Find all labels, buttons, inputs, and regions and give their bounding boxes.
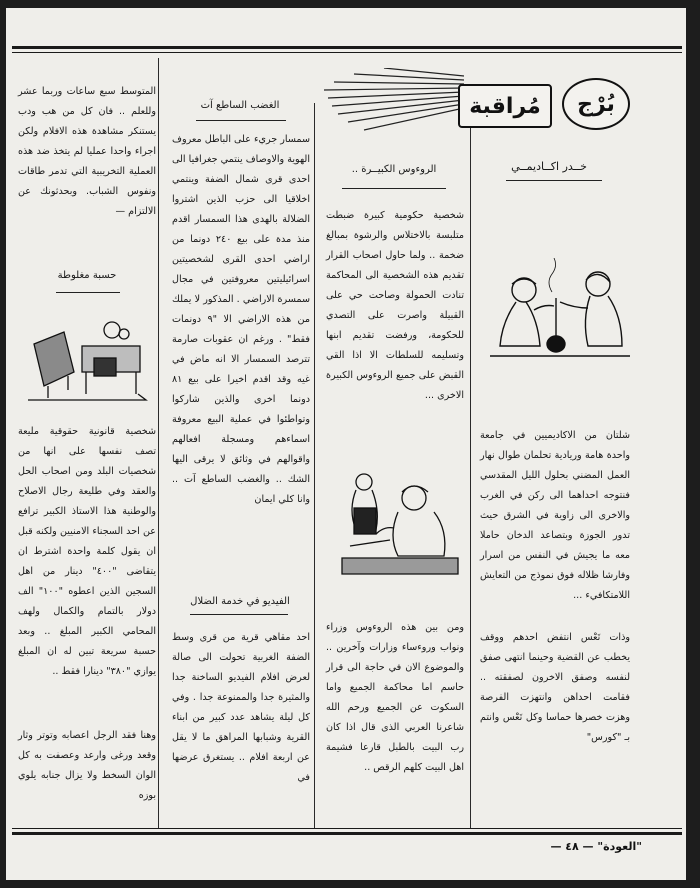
logo-muraqaba-text: مُراقبة	[469, 93, 541, 119]
col3-paragraph-2: احد مقاهي قرية من قرى وسط الضفة الغربية تحولت الى صالة لعرض افلام الفيديو الساخنة جدا والمثيرة جدا والممنوعة جدا . وفي كل ليلة يشاهد عدد كبير من ابناء القرية وشبابها المراهق ما لا يقل عن اربعة افلام .. يستغرق عرضها في	[172, 632, 310, 783]
col2-title-underline	[342, 188, 446, 189]
col2-paragraph-1: شخصية حكومية كبيرة ضبطت متلبسة بالاختلاس والرشوة بمبالغ ضخمة .. ولما حاول اصحاب القرار تقديم هذه الشخصية الى المحاكمة تنادت الحمولة وصاحت حي على القبيلة واصرت على التصدي للحكومة، ورفضت تقديم ابنها وتسليمه للسلطات الا اذا القي القبض على جميع الروءوس الكبيرة الاخرى ...	[326, 210, 464, 401]
col2-text-top	[326, 206, 464, 406]
column-divider	[470, 103, 471, 828]
top-rule-thin	[12, 52, 682, 53]
col3-title-2-underline	[190, 614, 288, 615]
col4-paragraph-0: المتوسط سبع ساعات وربما عشر وللعلم .. فان كل من هب ودب يستنكر مشاهدة هذه الافلام ولكن اجراء واحدا عمليا لم يتخذ ضد هذه العملية التخريبية التي تدمر طاقات ونفوس الشباب. وبحدثونك عن الالتزام —	[18, 86, 156, 217]
col4-title-underline	[56, 292, 120, 293]
col1-paragraph-2: وذات تَعْس انتفض احدهم ووقف يخطب عن القضية وحينما انتهى صفق لنفسه وصفق الاخرون لصفقته .. فقامت احداهن وانتهزت الفرصة وهزت خصرها حماسا وكل تَعْس وانتم بـ "كورس"	[480, 632, 630, 743]
col3-text-top	[172, 130, 310, 510]
col1-paragraph-1: شلتان من الاكاديميين في جامعة واحدة هامة وريادية تحلمان طوال نهار العمل المضني بحلول الليل المقدسي فنتوجه احداهما الى ركن في الغرب والاخرى الى زاوية في الشرق حيث تدور الجوزة وبتصاعد الدخان حاملا معه ما يجيش في النفس من اسرار وفارشا ظلاله فوق نموذج من التعايش اللامتكافيء ...	[480, 430, 630, 601]
col3-text-bottom	[172, 628, 310, 788]
cartoon-lawyer-office	[24, 314, 150, 408]
col3-title-2: الفيديو في خدمة الضلال	[190, 596, 290, 607]
col3-title-underline	[196, 120, 286, 121]
col4-paragraph-1: شخصية قانونية حقوقية مليعة تصف نفسها على انها من شخصيات البلد ومن اصحاب الحل والعقد وفي طليعة رجال الاصلاح والوطنية هذا الاستاذ الكبير ترافع عن احد السجناء الامنيين ولكنه قبل ان يقول كلمة واحدة اشترط ان يتقاضى "٤٠٠" دينار من اهل السجين الذين اعطوه "١٠٠" الف دولار بالتمام والكمال ولهف المحامي الكبير المبلغ .. وبعد حسبة سريعة تبين له ان المبلغ يوازي "٣٨٠" دينارا فقط ..	[18, 426, 156, 677]
logo-burj-text: بُرْج	[577, 91, 615, 117]
bottom-rule-thin	[12, 828, 682, 829]
logo-muraqaba	[458, 84, 552, 128]
col3-title: الغضب الساطع آت	[200, 100, 280, 111]
col4-text-bottom	[18, 726, 156, 806]
col4-title: حسبة مغلوطة	[57, 270, 117, 281]
cartoon-academics-hookah	[490, 258, 630, 368]
cartoon-official-desk	[336, 468, 462, 580]
magazine-page	[6, 8, 686, 880]
sunburst-graphic	[324, 68, 464, 138]
col3-paragraph-1: سمسار جريء على الباطل معروف الهوية والاوصاف ينتمي جغرافيا الى احدى قرى شمال الضفة وينتمي اخلاقيا الى حزب الذين اشتروا الضلالة بالهدى هذا السمسار اقدم منذ مدة على بيع ٢٤٠ دونما من اراضي احدى القرى لشخصيتين اسرائيليتين معروفتين في مجال سمسرة الاراضي . المذكور لا يملك من هذه الاراضي الا "٩ دونمات فقط" . ورغم ان عقوبات صارمة تترصد السمسار الا انه ماض في غيه وقد اقدم اخيرا على بيع ٨١ دونما اخرى والذين شاركوا وتواطئوا في عملية البيع معروفة اسماءهم ومسجلة افعالهم واقوالهم في وثائق لا يرقى اليها الشك .. والغضب الساطع آت .. وانا كلي ايمان	[172, 134, 310, 505]
column-divider	[314, 103, 315, 828]
top-rule	[12, 46, 682, 49]
column-divider	[158, 58, 159, 828]
logo-burj	[562, 78, 630, 130]
col4-text-middle	[18, 422, 156, 682]
col2-text-bottom	[326, 618, 464, 778]
page-footer: "العودة" — ٤٨ —	[550, 840, 642, 853]
col4-paragraph-2: وهنا فقد الرجل اعصابه وتوتر وثار وقعد ورغى وارعد وعصفت به كل الوان السخط ولا يزال جنابه يلوي بوزه	[18, 730, 156, 801]
col4-text-top	[18, 82, 156, 222]
col2-paragraph-2: ومن بين هذه الروءوس وزراء ونواب وروءساء وزارات وآخرين .. والموضوع الان في حاجة الى قرار حاسم اما محاكمة الجميع واما السكوت عن الجميع ورحم الله شاعرنا العربي الذى قال اذا كان رب البيت بالطبل قارعا فشيمة اهل البيت كلهم الرقص ..	[326, 622, 464, 773]
col1-title: خــدر اكــاديمــي	[511, 160, 587, 173]
col1-title-underline	[506, 180, 602, 181]
bottom-rule	[12, 832, 682, 835]
col1-text	[480, 426, 630, 748]
col2-title: الروءوس الكبيــرة ..	[351, 164, 437, 175]
